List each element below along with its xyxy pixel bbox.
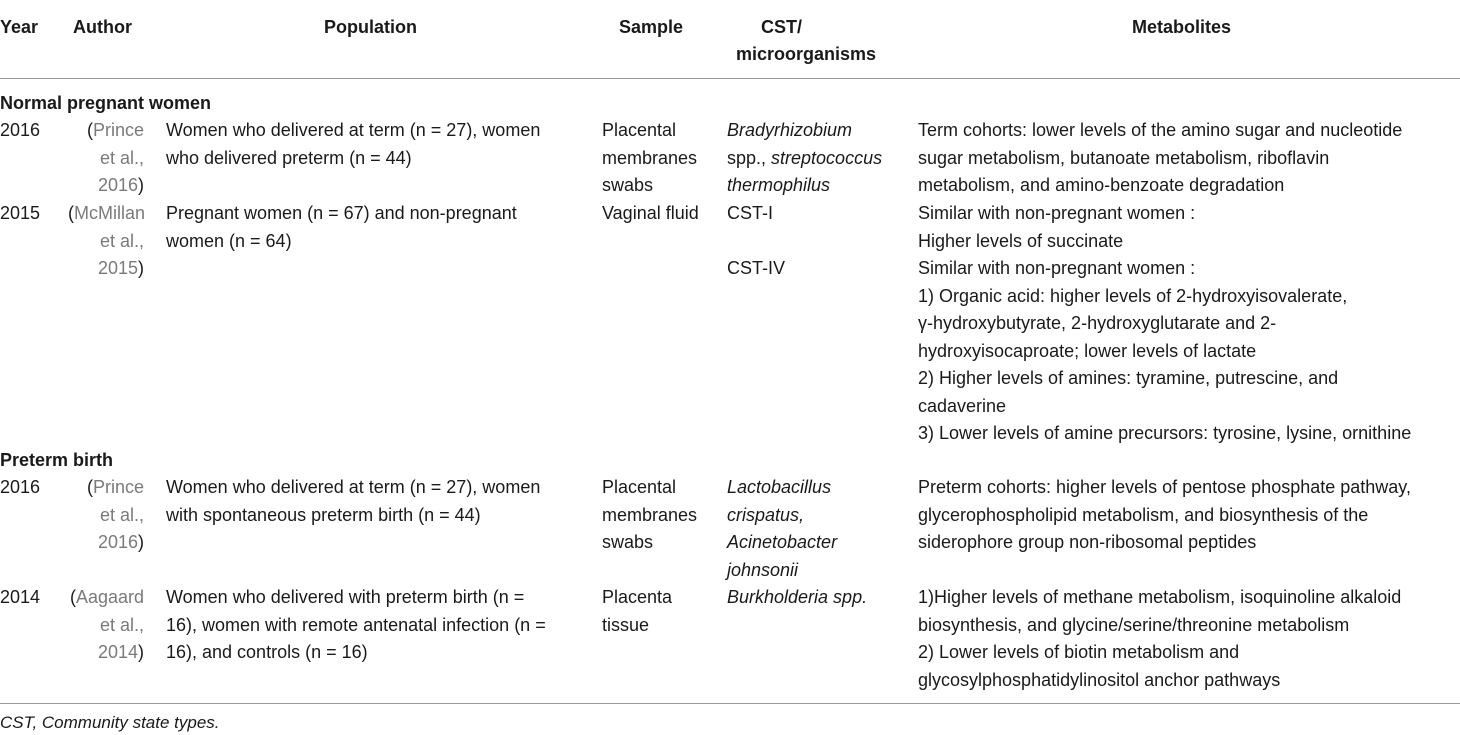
row-metabolites: Term cohorts: lower levels of the amino sugar and nucleotide sugar metabolism, butanoate metabolism, riboflavin metabolism, and amino-benzoate degradation [918,120,1403,195]
row-population: Pregnant women (n = 67) and non-pregnant women (n = 64) [166,203,517,251]
header-author: Author [73,17,132,37]
header-cst-line2: microorganisms [736,44,877,64]
row-sample: Placental membranes swabs [602,477,698,552]
citation-link[interactable]: Prince [92,477,144,497]
header-metabolites: Metabolites [1132,17,1232,37]
citation-link[interactable]: et al., [99,504,144,525]
row-year: 2015 [0,203,41,223]
citation-link[interactable]: McMillan [74,203,146,223]
row-cst: Lactobacillus crispatus, Acinetobacter johnsonii [727,477,838,580]
header-sample: Sample [619,17,684,37]
row-cst: Burkholderia spp. [727,587,868,607]
row-sample: Placenta tissue [602,587,673,635]
row-cst-a: CST-I [727,203,774,223]
row-cst: Bradyrhizobium spp., streptococcus thermophilus [727,120,883,195]
citation-link[interactable]: Prince [92,120,144,140]
citation-link[interactable]: Aagaard [75,587,144,607]
row-population: Women who delivered at term (n = 27), women who delivered preterm (n = 44) [166,120,541,168]
row-year: 2014 [0,587,41,607]
row-author: (Prince et al., 2016) [68,117,144,200]
citation-link[interactable]: 2014 [97,642,138,662]
citation-link[interactable]: 2015 [97,258,138,278]
row-metabolites-a: Similar with non-pregnant women : Higher levels of succinate [918,203,1196,251]
row-metabolites-b: Similar with non-pregnant women : 1) Organic acid: higher levels of 2-hydroxyisovalerate, γ-hydroxybutyrate, 2-hydroxyglutarate and 2- hydroxyisocaproate; lower levels of lactate 2) Higher levels of amines: tyramine, putrescine, and cadaverine 3) Lower levels of amine precursors: tyrosine, lysine, ornithine [918,258,1412,443]
citation-link[interactable]: et al., [99,614,144,635]
row-cst-b: CST-IV [727,258,786,278]
header-year: Year [0,17,39,37]
row-author: (McMillan et al., 2015) [68,203,146,278]
row-sample: Placental membranes swabs [602,120,698,195]
section-preterm-title: Preterm birth [0,450,114,470]
header-population: Population [324,17,417,37]
table-footnote: CST, Community state types. [0,713,220,732]
citation-link[interactable]: 2016 [97,175,138,195]
citation-link[interactable]: 2016 [97,532,138,552]
citation-link[interactable]: et al., [99,147,144,168]
header-rule [0,78,1460,79]
row-author: (Prince et al., 2016) [68,474,144,557]
header-cst-line1: CST/ [761,17,803,37]
row-sample: Vaginal fluid [602,203,699,223]
row-year: 2016 [0,120,41,140]
bottom-rule [0,703,1460,704]
row-population: Women who delivered at term (n = 27), women with spontaneous preterm birth (n = 44) [166,477,541,525]
section-normal-title: Normal pregnant women [0,93,212,113]
row-author: (Aagaard et al., 2014) [69,587,144,662]
row-metabolites: Preterm cohorts: higher levels of pentose phosphate pathway, glycerophospholipid metabolism, and biosynthesis of the siderophore group non-ribosomal peptides [918,477,1411,552]
row-year: 2016 [0,477,41,497]
row-metabolites: 1)Higher levels of methane metabolism, isoquinoline alkaloid biosynthesis, and glycine/serine/threonine metabolism 2) Lower levels of biotin metabolism and glycosylphosphatidylinositol anchor pathways [918,587,1402,690]
row-population: Women who delivered with preterm birth (n = 16), women with remote antenatal infection (n = 16), and controls (n = 16) [166,587,546,662]
citation-link[interactable]: et al., [99,230,144,251]
